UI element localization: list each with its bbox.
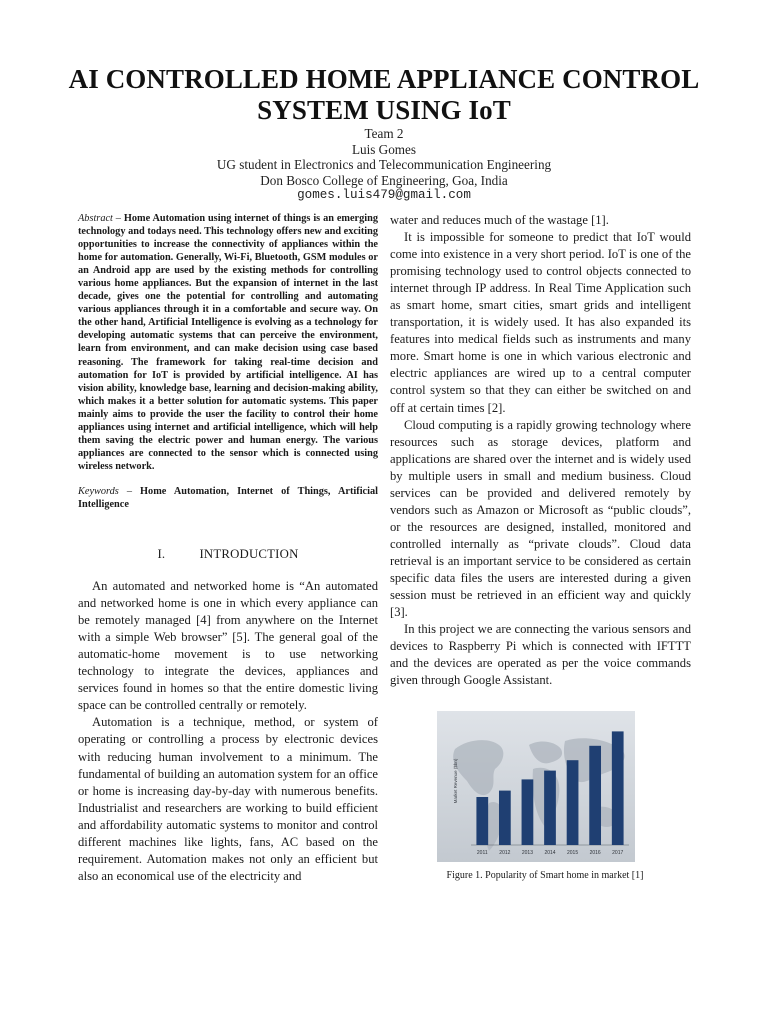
author-name: Luis Gomes [351,141,417,157]
keywords-label: Keywords – [78,485,132,497]
bar-2017 [612,731,624,845]
body-paragraph: water and reduces much of the wastage [1]. [390,213,609,227]
abstract-label: Abstract – [78,213,121,224]
section-number: I. [157,547,166,562]
body-paragraph: In this project we are connecting the various sensors and devices to Raspberry Pi which is connected with IFTTT and the devices are operated as per the voice commands given through Google Assistant. [390,622,691,688]
keywords [78,485,378,511]
x-tick-label: 2017 [612,850,624,856]
bar-2016 [589,746,601,845]
section-title: INTRODUCTION [199,547,299,562]
title-line-2: SYSTEM USING IoT [257,95,511,125]
bar-2014 [544,771,556,845]
figure-smart-home-chart [437,711,635,862]
x-tick-label: 2016 [589,850,601,856]
x-tick-label: 2015 [567,850,579,856]
body-paragraph: An automated and networked home is “An automated and networked home is one in which every appliance can be remotely managed [4] from anywhere on the Internet with a simple Web browser” [5]. The general goal of the automatic-home movement is to use networking technology to integrate the devices, appliances and services found in homes so that the entire domestic living space can be controlled centrally or remotely. [78,579,378,713]
abstract [78,212,378,473]
body-paragraph: Cloud computing is a rapidly growing technology where resources such as storage devices, platform and applications are shared over the internet and is widely used by multiple users in small and medium business. Cloud services can be provided and delivered remotely by vendors such as Amazon or Microsoft as “public clouds”, or the resources are designed, installed, monitored and controlled internally as “private clouds”. Cloud data retrieval is an important service to be considered as certain specific data files the users are interested during a given session must be retrieved in an efficient way and quickly [3]. [390,417,691,620]
bar-2015 [567,760,579,845]
bar-2011 [476,797,488,845]
author-email[interactable]: gomes.luis479@gmail.com [297,188,471,203]
x-tick-label: 2012 [499,850,511,856]
paper-title [60,64,708,126]
body-paragraph: It is impossible for someone to predict that IoT would come into existence in a very short period. IoT is one of the promising technology used to control objects connected to internet through IP address. In Real Time Application such as smart home, smart cities, smart grids and intelligent transportation, it is widely used. It has also expanded its features into medical fields such as instruments and many more. Smart home is one in which various electronic and electric appliances are wired up to a central computer control system so that they can either be switched on and off at certain times [2]. [390,230,691,415]
abstract-text: Home Automation using internet of things is an emerging technology and todays need. This technology offers new and exciting opportunities to increase the connectivity of appliances within the home for automation. Generally, Wi-Fi, Bluetooth, GSM modules or an Android app are used by the existing methods for controlling various home appliances. But the expansion of internet in the last decade, gives one the potential for controlling and automating various appliances through it in a comfortable and secure way. On the other hand, Artificial Intelligence is evolving as a technology for developing automatic systems that can perceive the environment, learn from environment, and can make decision using case based reasoning. The framework for taking real-time decision and automation for IoT is provided by artificial intelligence. AI has vision ability, knowledge base, learning and decision-making ability, which makes it a better solution for automatic systems. This paper mainly aims to provide the user the facility to control their home appliances using internet and artificial intelligence, which will help them saving the electric power and human energy. The various appliances are connected to the sensor which is connected using wireless network. [78,213,378,472]
y-axis-label: Market Revenue ($bn) [453,758,458,804]
bar-2013 [522,779,534,845]
x-tick-label: 2013 [521,850,533,856]
right-column [390,212,691,689]
x-tick-label: 2014 [544,850,556,856]
author-affiliation: UG student in Electronics and Telecommunication Engineering [216,157,552,173]
author-block [100,126,668,204]
x-tick-label: 2011 [476,850,488,856]
body-paragraph: Automation is a technique, method, or system of operating or controlling a process by electronic devices with reducing human involvement to a minimum. The fundamental of building an automation system for an office or home is increasing day-by-day with numerous benefits. Industrialist and researchers are working to build efficient and affordability automatic systems to monitor and control different machines like lights, fans, AC based on the requirement. Automation makes not only an efficient but also an economical use of the electricity and [78,715,378,883]
left-column [78,212,378,885]
section-heading-introduction [78,547,378,562]
author-institution: Don Bosco College of Engineering, Goa, India [260,172,508,188]
team-name: Team 2 [364,126,404,141]
keywords-text: Home Automation, Internet of Things, Artificial Intelligence [78,485,378,510]
title-line-1: AI CONTROLLED HOME APPLIANCE CONTROL [68,64,700,94]
bar-chart [437,711,635,862]
figure-caption: Figure 1. Popularity of Smart home in market [1] [446,870,644,881]
bar-2012 [499,791,511,845]
